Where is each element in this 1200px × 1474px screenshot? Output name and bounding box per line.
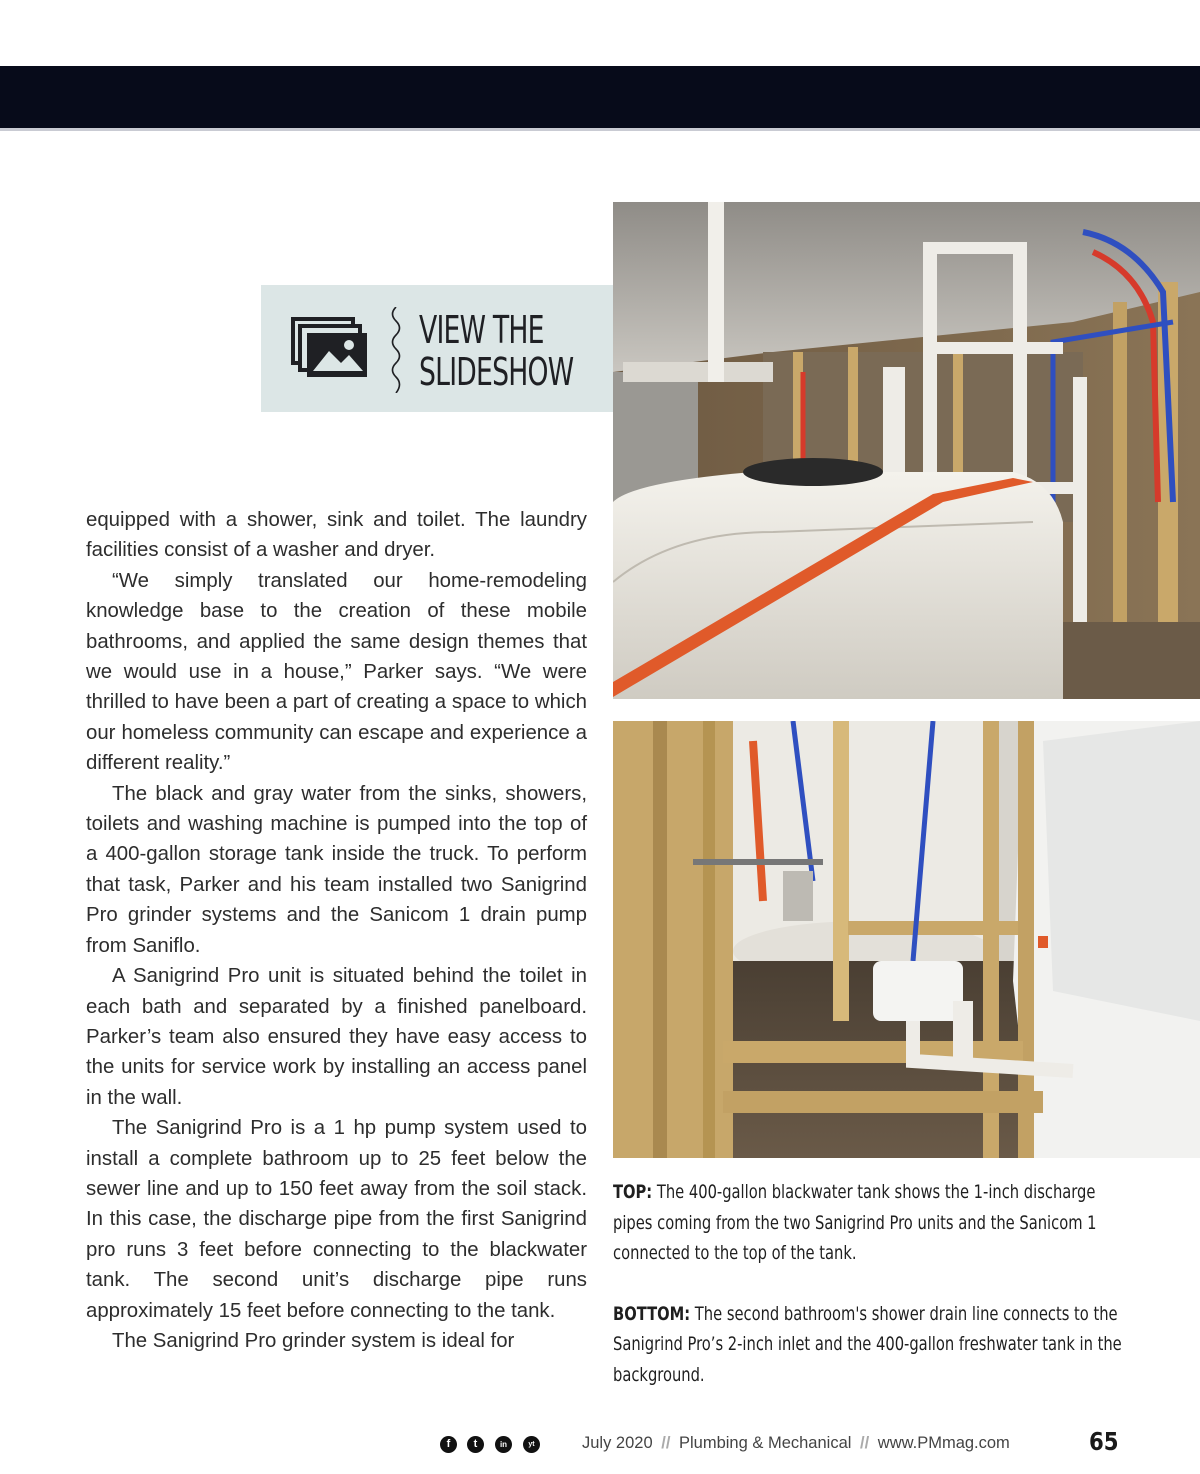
footer-magazine: Plumbing & Mechanical <box>679 1434 852 1452</box>
page-footer <box>0 1420 1200 1474</box>
squiggle-divider <box>389 307 403 393</box>
article-body <box>86 505 587 1356</box>
paragraph: A Sanigrind Pro unit is situated behind the toilet in each bath and separated by a finished panelboard. Parker’s team also ensured they have easy access to the units for service work by installing an access panel in the wall. <box>86 965 587 1109</box>
caption-top-text: The 400-gallon blackwater tank shows the 1-inch discharge pipes coming from the two Sanigrind Pro units and the Sanicom 1 connected to the top of the tank. <box>613 1181 1097 1264</box>
caption-top <box>613 1177 1138 1269</box>
youtube-icon[interactable]: yt <box>523 1436 540 1453</box>
slideshow-label <box>419 309 609 393</box>
facebook-icon[interactable]: f <box>440 1436 457 1453</box>
paragraph: The black and gray water from the sinks, showers, toilets and washing machine is pumped into the top of a 400-gallon storage tank inside the truck. To perform that task, Parker and his team installed two Sanigrind Pro grinder systems and the Sanicom 1 drain pump from Saniflo. <box>86 782 587 957</box>
drain-photo-illustration <box>613 721 1200 1158</box>
photo-shower-drain <box>613 721 1200 1158</box>
caption-top-label: TOP: <box>613 1181 653 1203</box>
caption-bottom-text: The second bathroom's shower drain line connects to the Sanigrind Pro’s 2-inch inlet and the 400-gallon freshwater tank in the background. <box>613 1302 1122 1386</box>
footer-text <box>582 1434 1010 1453</box>
footer-website[interactable]: www.PMmag.com <box>877 1434 1010 1452</box>
footer-separator: // <box>661 1434 671 1452</box>
tank-photo-illustration <box>613 202 1200 699</box>
paragraph: equipped with a shower, sink and toilet. The laundry facilities consist of a washer and dryer. <box>86 509 587 562</box>
photo-captions <box>613 1177 1153 1390</box>
twitter-icon[interactable]: t <box>467 1436 484 1453</box>
slideshow-line-1: VIEW THE <box>419 308 544 352</box>
footer-separator: // <box>860 1434 870 1452</box>
photo-blackwater-tank <box>613 202 1200 699</box>
slideshow-line-2: SLIDESHOW <box>419 350 574 394</box>
footer-date: July 2020 <box>582 1434 653 1452</box>
view-slideshow-button[interactable] <box>261 285 613 412</box>
image-gallery-icon <box>291 317 371 381</box>
paragraph: The Sanigrind Pro is a 1 hp pump system used to install a complete bathroom up to 25 feet below the sewer line and up to 150 feet away from the soil stack. In this case, the discharge pipe from the first Sanigrind pro runs 3 feet before connecting to the blackwater tank. The second unit’s discharge pipe runs approximately 15 feet before connecting to the tank. <box>86 1117 587 1322</box>
linkedin-icon[interactable]: in <box>495 1436 512 1453</box>
caption-bottom-label: BOTTOM: <box>613 1302 691 1325</box>
page-number: 65 <box>1089 1427 1119 1456</box>
header-bar <box>0 66 1200 131</box>
paragraph: The Sanigrind Pro grinder system is ideal for <box>112 1329 515 1352</box>
paragraph: “We simply translated our home-remodeling knowledge base to the creation of these mobile bathrooms, and applied the same design themes that we would use in a house,” Parker says. “We were thrilled to have been a part of creating a space to which our homeless community can escape and experience a different reality.” <box>86 569 587 775</box>
caption-bottom <box>613 1299 1138 1391</box>
